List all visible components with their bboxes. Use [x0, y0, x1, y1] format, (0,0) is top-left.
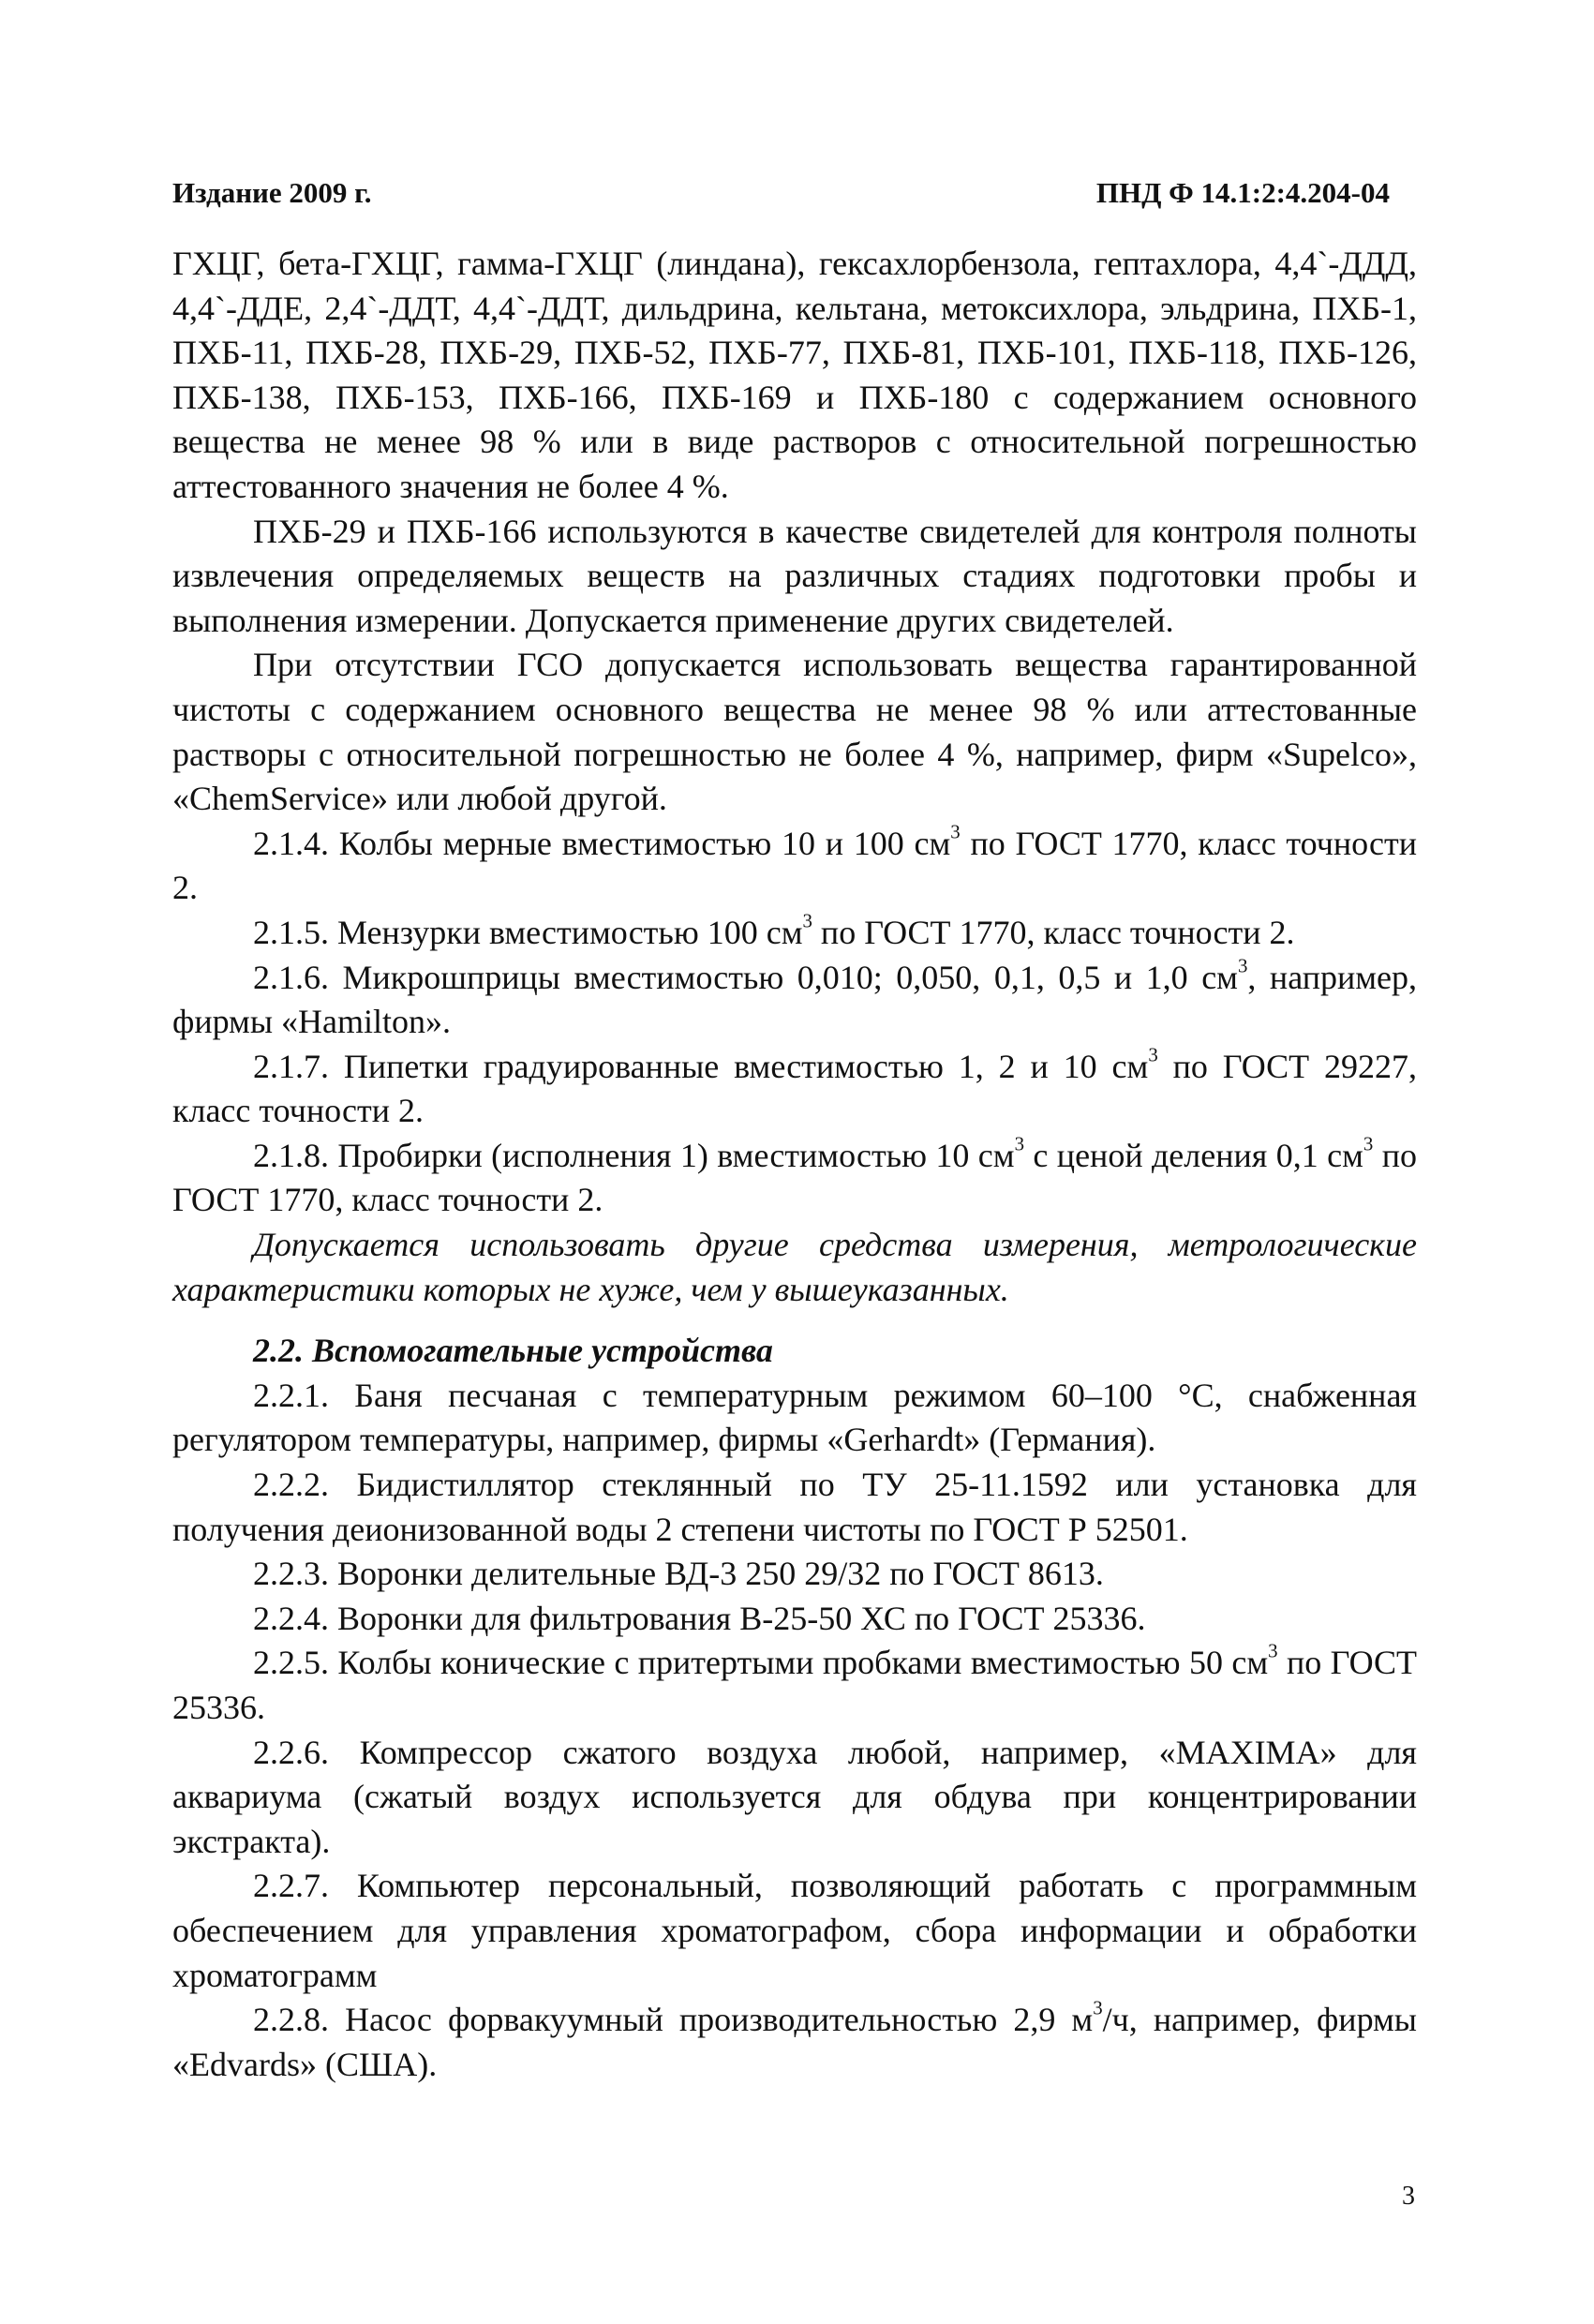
section-heading: 2.2. Вспомогательные устройства — [253, 1332, 773, 1370]
item-2-2-2: 2.2.2. Бидистиллятор стеклянный по ТУ 25-11.1592 или установка для получения деионизованной воды 2 степени чистоты по ГОСТ Р 52501. — [172, 1466, 1417, 1548]
item-2-1-4: 2.1.4. Колбы мерные вместимостью 10 и 100 $см^3$ по ГОСТ 1770, класс точности 2. — [172, 819, 1417, 907]
item-2-2-7: 2.2.7. Компьютер персональный, позволяющий работать с программным обеспечением для управления хроматографом, сбора информации и обработки хроматограмм — [172, 1867, 1417, 1994]
paragraph-standards-list: ГХЦГ, бета-ГХЦГ, гамма-ГХЦГ (линдана), гексахлорбензола, гептахлора, 4,4`-ДДД, 4,4`-ДДЕ, 2,4`-ДДТ, 4,4`-ДДТ, дильдрина, кельтана, метоксихлора, эльдрина, ПХБ-1, ПХБ-11, ПХБ-28, ПХБ-29, ПХБ-52, ПХБ-77, ПХБ-81, ПХБ-101, ПХБ-118, ПХБ-126, ПХБ-138, ПХБ-153, ПХБ-166, ПХБ-169 и ПХБ-180 с содержанием основного вещества не менее 98 % или в виде растворов с относительной погрешностью аттестованного значения не более 4 %. — [172, 245, 1417, 505]
item-2-1-7: 2.1.7. Пипетки градуированные вместимостью 1, 2 и 10 $см^3$ по ГОСТ 29227, класс точности 2. — [172, 1042, 1418, 1130]
item-2-2-4: 2.2.4. Воронки для фильтрования В-25-50 ХС по ГОСТ 25336. — [253, 1599, 1146, 1637]
paragraph-gso-absence: При отсутствии ГСО допускается использовать вещества гарантированной чистоты с содержанием основного вещества не менее 98 % или аттестованные растворы с относительной погрешностью не более 4 %, например, фирм «Supelco», «ChemService» или любой другой. — [172, 646, 1417, 818]
item-2-2-5: 2.2.5. Колбы конические с притертыми пробками вместимостью 50 $см^3$ по ГОСТ 25336. — [172, 1639, 1418, 1726]
item-2-1-6: 2.1.6. Микрошприцы вместимостью 0,010; 0,050, 0,1, 0,5 и 1,0 $см^3$, например, фирмы «Hamilton». — [172, 953, 1417, 1041]
item-2-2-6: 2.2.6. Компрессор сжатого воздуха любой, например, «MAXIMA» для аквариума (сжатый воздух используется для обдува при концентрировании экстракта). — [172, 1733, 1417, 1860]
paragraph-witnesses: ПХБ-29 и ПХБ-166 используются в качестве свидетелей для контроля полноты извлечения определяемых веществ на различных стадиях подготовки пробы и выполнения измерении. Допускается применение других свидетелей. — [172, 512, 1417, 639]
item-2-2-1: 2.2.1. Баня песчаная с температурным режимом 60–100 °С, снабженная регулятором температуры, например, фирмы «Gerhardt» (Германия). — [172, 1376, 1417, 1459]
document-body — [172, 242, 1417, 2087]
page-number: 3 — [1402, 2182, 1415, 2211]
page-header — [172, 176, 1390, 217]
edition-label: Издание 2009 г. — [172, 176, 372, 209]
item-2-2-3: 2.2.3. Воронки делительные ВД-3 250 29/32 по ГОСТ 8613. — [253, 1555, 1104, 1593]
document-code: ПНД Ф 14.1:2:4.204-04 — [1095, 176, 1390, 209]
item-2-1-8: 2.1.8. Пробирки (исполнения 1) вместимостью 10 $см^3$ с ценой деления 0,1 $см^3$ по ГОСТ 1770, класс точности 2. — [172, 1132, 1418, 1219]
note-other-instruments: Допускается использовать другие средства измерения, метрологические характеристики которых не хуже, чем у вышеуказанных. — [172, 1226, 1417, 1308]
item-2-1-5: 2.1.5. Мензурки вместимостью 100 $см^3$ по ГОСТ 1770, класс точности 2. — [253, 909, 1295, 951]
item-2-2-8: 2.2.8. Насос форвакуумный производительностью 2,9 $м^3/ч$, например, фирмы «Edvards» (США). — [172, 1996, 1417, 2083]
